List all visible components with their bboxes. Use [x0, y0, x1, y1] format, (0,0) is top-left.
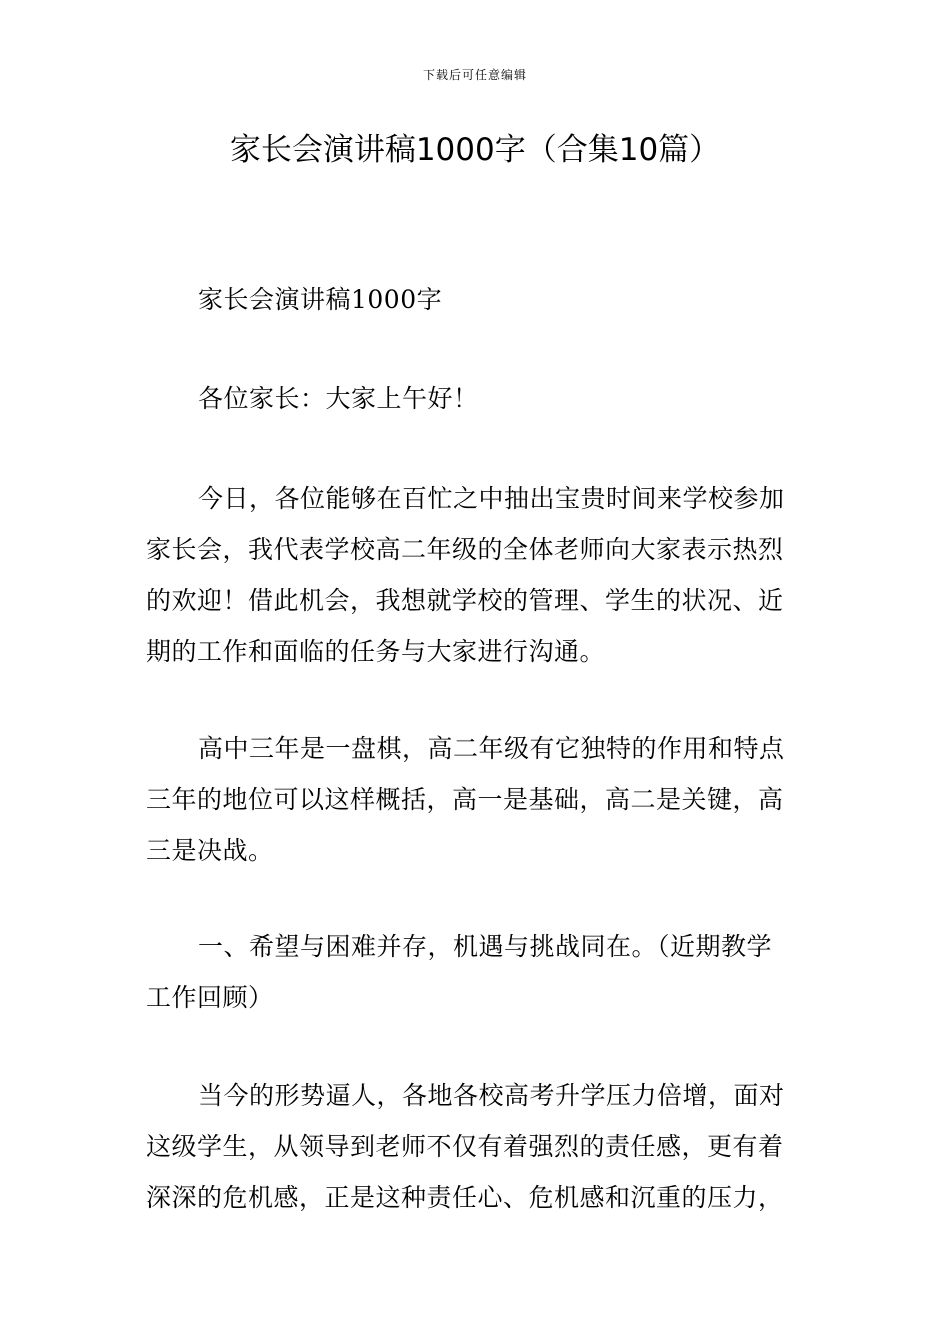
paragraph-line: 今日，各位能够在百忙之中抽出宝贵时间来学校参加 — [198, 484, 785, 513]
paragraph-line: 各位家长：大家上午好！ — [198, 384, 479, 413]
paragraph-pressure — [146, 1070, 808, 1223]
paragraph-line: 三年的地位可以这样概括，高一是基础，高二是关键，高 — [146, 785, 784, 814]
paragraph-line: 当今的形势逼人，各地各校高考升学压力倍增，面对 — [198, 1081, 785, 1110]
document-title: 家长会演讲稿1000字（合集10篇） — [229, 132, 721, 168]
paragraph-line: 期的工作和面临的任务与大家进行沟通。 — [146, 637, 606, 666]
paragraph-line: 这级学生，从领导到老师不仅有着强烈的责任感，更有着 — [146, 1132, 784, 1161]
header-note: 下载后可任意编辑 — [422, 68, 527, 82]
paragraph-line: 家长会，我代表学校高二年级的全体老师向大家表示热烈 — [146, 535, 784, 564]
paragraph-line: 一、希望与困难并存，机遇与挑战同在。（近期教学 — [198, 932, 773, 961]
paragraph-line: 深深的危机感，正是这种责任心、危机感和沉重的压力， — [146, 1183, 784, 1212]
paragraph-line: 工作回顾） — [146, 983, 274, 1012]
paragraph-section-one-heading — [146, 921, 808, 1023]
paragraph-three-years — [146, 723, 808, 876]
paragraph-subtitle — [146, 274, 808, 325]
paragraph-line: 三是决战。 — [146, 836, 274, 865]
paragraph-line: 的欢迎！借此机会，我想就学校的管理、学生的状况、近 — [146, 586, 784, 615]
paragraph-line: 家长会演讲稿1000字 — [198, 285, 443, 314]
paragraph-line: 高中三年是一盘棋，高二年级有它独特的作用和特点 — [198, 734, 785, 763]
paragraph-welcome — [146, 473, 808, 677]
paragraph-greeting — [146, 373, 808, 424]
